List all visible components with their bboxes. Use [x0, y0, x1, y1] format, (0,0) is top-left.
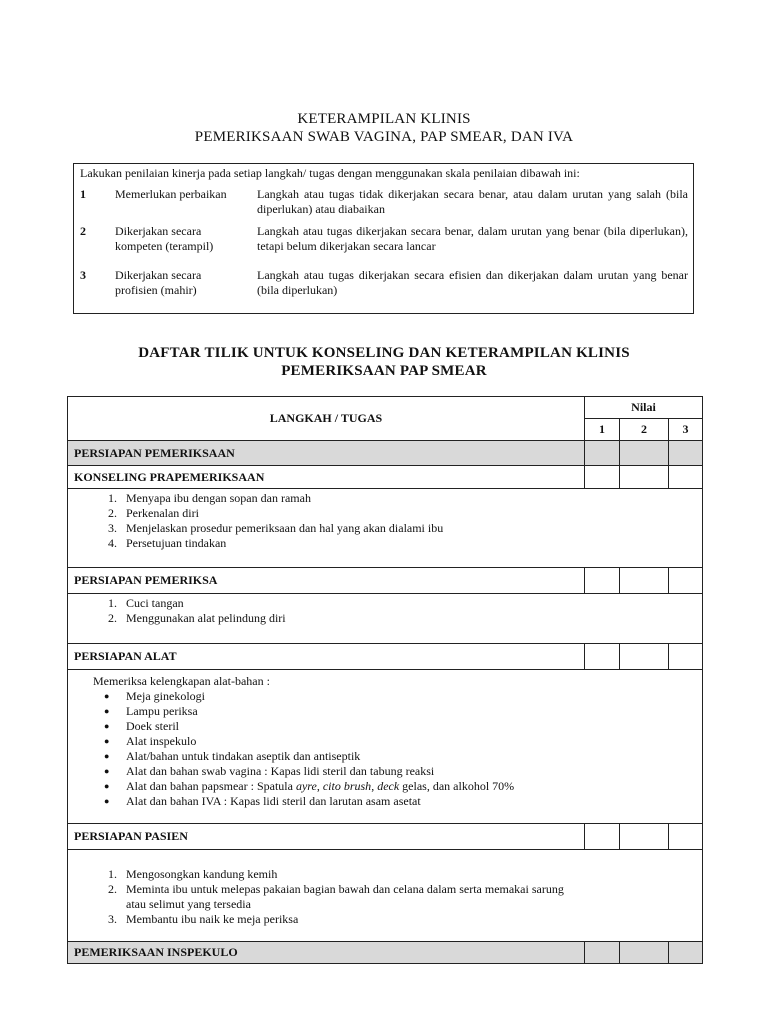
score-cell[interactable]	[620, 942, 669, 964]
list-item: 1. Mengosongkan kandung kemih	[120, 867, 576, 882]
column-header-task: LANGKAH / TUGAS	[68, 397, 585, 441]
score-cell[interactable]	[585, 644, 620, 670]
checklist-title: DAFTAR TILIK UNTUK KONSELING DAN KETERAMPILAN KLINIS	[138, 345, 630, 361]
rating-scale-box	[73, 163, 694, 314]
section-row-persiapan-pasien	[68, 824, 703, 850]
papsmear-separator: ,	[371, 779, 378, 793]
score-cell[interactable]	[669, 824, 703, 850]
list-item: 1. Cuci tangan	[120, 596, 696, 611]
papsmear-text: Alat dan bahan papsmear : Spatula	[126, 779, 296, 793]
section-row-konseling	[68, 466, 703, 489]
pemeriksa-step-list	[74, 596, 696, 626]
score-header-3: 3	[669, 419, 703, 441]
konseling-steps-cell	[68, 489, 703, 568]
score-header-1: 1	[585, 419, 620, 441]
rating-scale-intro: Lakukan penilaian kinerja pada setiap langkah/ tugas dengan menggunakan skala penilaian dibawah ini:	[80, 166, 580, 180]
score-cell[interactable]	[669, 644, 703, 670]
rating-description: Langkah atau tugas dikerjakan secara benar, dalam urutan yang benar (bila diperlukan), tetapi belum dikerjakan secara lancar	[257, 224, 688, 253]
pemeriksa-steps-cell	[68, 594, 703, 644]
list-item: 1. Menyapa ibu dengan sopan dan ramah	[120, 491, 696, 506]
section-row-persiapan-pemeriksaan	[68, 441, 703, 466]
list-item: 3. Menjelaskan prosedur pemeriksaan dan hal yang akan dialami ibu	[120, 521, 696, 536]
section-title: PERSIAPAN ALAT	[68, 644, 585, 670]
section-title: PERSIAPAN PASIEN	[68, 824, 585, 850]
alat-items-row	[68, 670, 703, 824]
score-cell[interactable]	[669, 466, 703, 489]
rating-label: Dikerjakan secara profisien (mahir)	[115, 268, 202, 297]
score-cell[interactable]	[585, 824, 620, 850]
table-header-row	[68, 397, 703, 419]
rating-label: Memerlukan perbaikan	[115, 187, 227, 201]
list-item: ● Doek steril	[126, 719, 696, 734]
papsmear-separator: ,	[316, 779, 323, 793]
score-cell[interactable]	[620, 824, 669, 850]
score-cell[interactable]	[669, 942, 703, 964]
list-item: ● Alat dan bahan IVA : Kapas lidi steril dan larutan asam asetat	[126, 794, 696, 809]
konseling-steps-row	[68, 489, 703, 568]
papsmear-deck: deck	[377, 779, 400, 793]
score-cell[interactable]	[620, 466, 669, 489]
pasien-steps-cell	[68, 850, 703, 942]
list-item: ● Lampu periksa	[126, 704, 696, 719]
list-item: 3. Membantu ibu naik ke meja periksa	[120, 912, 576, 927]
score-cell[interactable]	[669, 568, 703, 594]
list-item: ● Alat inspekulo	[126, 734, 696, 749]
checklist-table	[67, 396, 703, 964]
rating-number: 1	[80, 187, 86, 201]
score-cell[interactable]	[620, 441, 669, 466]
list-item: 2. Perkenalan diri	[120, 506, 696, 521]
rating-number: 2	[80, 224, 86, 238]
alat-intro: Memeriksa kelengkapan alat-bahan :	[93, 674, 270, 688]
section-row-persiapan-alat	[68, 644, 703, 670]
list-item: 2. Meminta ibu untuk melepas pakaian bagian bawah dan celana dalam serta memakai sarung atau selimut yang tersedia	[120, 882, 576, 912]
papsmear-ayre: ayre	[295, 779, 317, 793]
score-cell[interactable]	[620, 644, 669, 670]
document-subtitle: PEMERIKSAAN SWAB VAGINA, PAP SMEAR, DAN IVA	[194, 129, 574, 145]
list-item: 4. Persetujuan tindakan	[120, 536, 696, 551]
list-item: ● Meja ginekologi	[126, 689, 696, 704]
pasien-steps-row	[68, 850, 703, 942]
rating-description: Langkah atau tugas dikerjakan secara efisien dan dikerjakan dalam urutan yang benar (bila diperlukan)	[257, 268, 688, 297]
papsmear-cito-brush: cito brush	[322, 779, 372, 793]
score-cell[interactable]	[620, 568, 669, 594]
alat-items-cell	[68, 670, 703, 824]
score-header-2: 2	[620, 419, 669, 441]
alat-item-list	[74, 689, 696, 809]
rating-label: Dikerjakan secara kompeten (terampil)	[115, 224, 214, 253]
list-item: 2. Menggunakan alat pelindung diri	[120, 611, 696, 626]
section-title: PEMERIKSAAN INSPEKULO	[68, 942, 585, 964]
column-header-score: Nilai	[585, 397, 703, 419]
score-cell[interactable]	[585, 466, 620, 489]
score-cell[interactable]	[585, 942, 620, 964]
rating-number: 3	[80, 268, 86, 282]
rating-description: Langkah atau tugas tidak dikerjakan secara benar, atau dalam urutan yang salah (bila diperlukan) atau diabaikan	[257, 187, 688, 216]
score-cell[interactable]	[585, 441, 620, 466]
konseling-step-list	[74, 491, 696, 551]
section-row-pemeriksaan-inspekulo	[68, 942, 703, 964]
document-title: KETERAMPILAN KLINIS	[297, 111, 471, 127]
section-title: KONSELING PRAPEMERIKSAAN	[68, 466, 585, 489]
section-row-persiapan-pemeriksa	[68, 568, 703, 594]
pasien-step-list	[74, 867, 696, 927]
checklist-subtitle: PEMERIKSAAN PAP SMEAR	[281, 363, 487, 379]
section-title: PERSIAPAN PEMERIKSAAN	[68, 441, 585, 466]
list-item: ● Alat dan bahan swab vagina : Kapas lidi steril dan tabung reaksi	[126, 764, 696, 779]
score-cell[interactable]	[669, 441, 703, 466]
list-item: ● Alat/bahan untuk tindakan aseptik dan antiseptik	[126, 749, 696, 764]
pemeriksa-steps-row	[68, 594, 703, 644]
section-title: PERSIAPAN PEMERIKSA	[68, 568, 585, 594]
papsmear-text: gelas, dan alkohol 70%	[399, 779, 515, 793]
list-item	[126, 779, 696, 794]
score-cell[interactable]	[585, 568, 620, 594]
